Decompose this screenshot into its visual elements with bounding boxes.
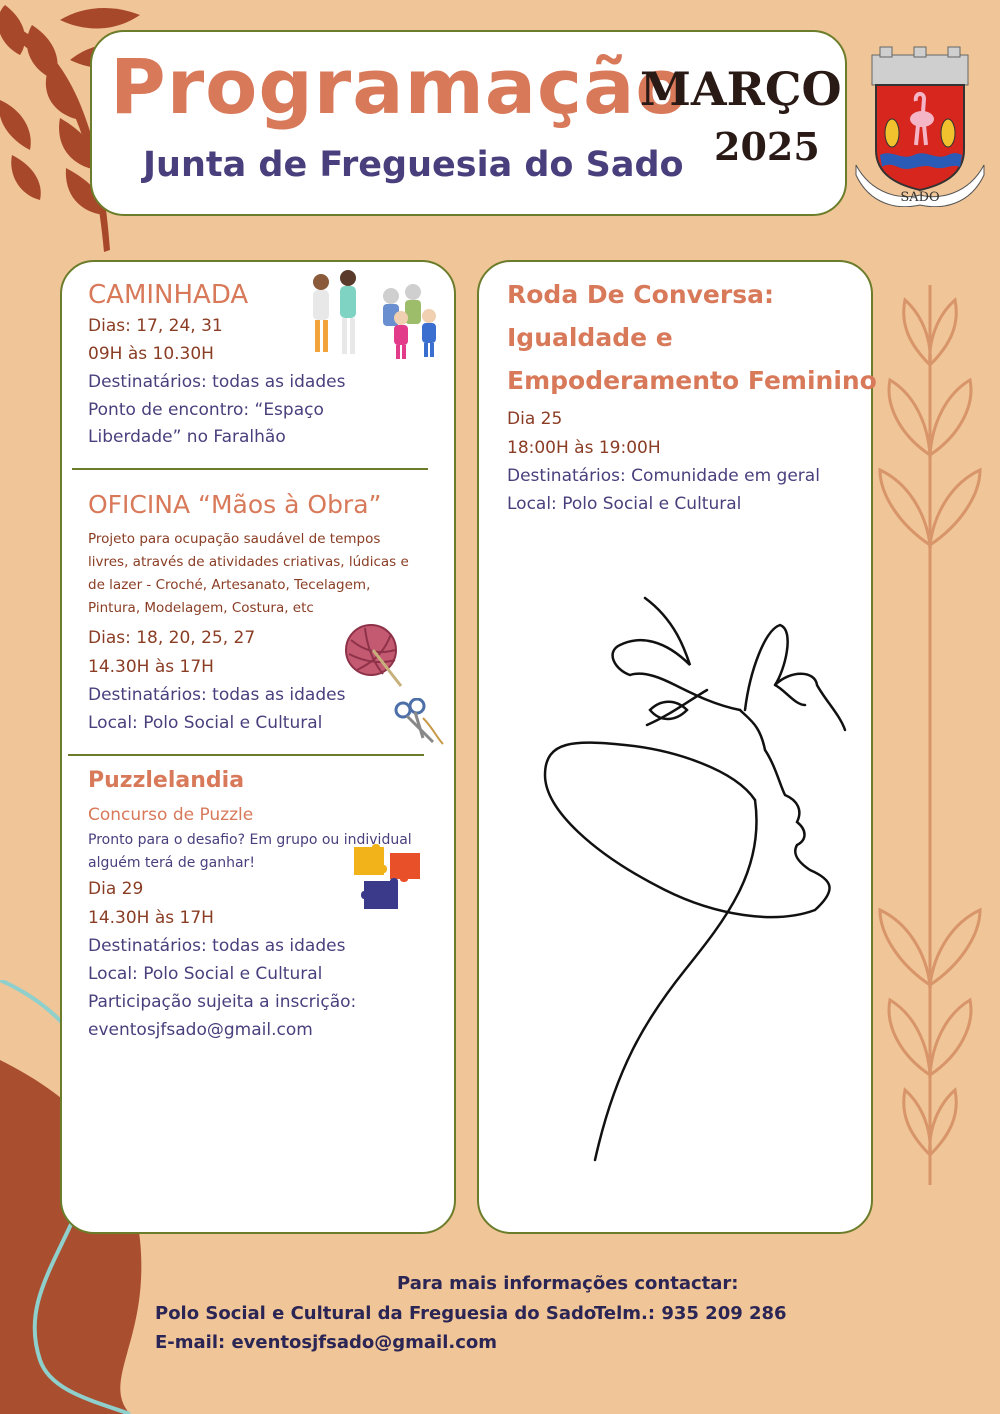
roda-title-line1: Roda De Conversa:	[507, 280, 774, 309]
puzzle-time: 14.30H às 17H	[88, 908, 214, 928]
puzzle-audience: Destinatários: todas as idades	[88, 936, 346, 956]
section-divider-2	[68, 754, 424, 756]
month-label: MARÇO	[640, 62, 842, 116]
page-subtitle: Junta de Freguesia do Sado	[143, 145, 684, 185]
year-label: 2025	[714, 124, 820, 169]
puzzle-pieces-icon	[350, 843, 425, 915]
oficina-audience: Destinatários: todas as idades	[88, 685, 346, 705]
footer-title: Para mais informações contactar:	[397, 1273, 739, 1294]
parish-crest-logo	[852, 45, 988, 207]
walking-people-illustration	[303, 268, 448, 363]
roda-title-line2: Igualdade e	[507, 323, 673, 352]
puzzle-title: Puzzlelandia	[88, 768, 245, 793]
page-title: Programação	[110, 42, 689, 131]
caminhada-meeting-point-line2: Liberdade” no Faralhão	[88, 427, 286, 447]
oficina-title: OFICINA “Mãos à Obra”	[88, 490, 382, 519]
woman-face-line-art	[535, 590, 855, 1165]
oficina-desc-line2: livres, através de atividades criativas, lúdicas e	[88, 554, 409, 570]
footer-organization: Polo Social e Cultural da Freguesia do Sado	[155, 1303, 597, 1324]
oficina-desc-line3: de lazer - Croché, Artesanato, Tecelagem,	[88, 577, 371, 593]
caminhada-days: Dias: 17, 24, 31	[88, 316, 223, 336]
puzzle-desc-line1: Pronto para o desafio? Em grupo ou individual	[88, 832, 412, 848]
puzzle-registration: Participação sujeita a inscrição:	[88, 992, 357, 1012]
oficina-desc-line1: Projeto para ocupação saudável de tempos	[88, 531, 381, 547]
caminhada-meeting-point-line1: Ponto de encontro: “Espaço	[88, 400, 324, 420]
oficina-time: 14.30H às 17H	[88, 657, 214, 677]
puzzle-desc-line2: alguém terá de ganhar!	[88, 855, 255, 871]
scissors-icon	[393, 698, 445, 748]
oficina-desc-line4: Pintura, Modelagem, Costura, etc	[88, 600, 314, 616]
roda-location: Local: Polo Social e Cultural	[507, 494, 742, 514]
puzzle-email-link[interactable]: eventosjfsado@gmail.com	[88, 1020, 313, 1040]
caminhada-audience: Destinatários: todas as idades	[88, 372, 346, 392]
puzzle-day: Dia 29	[88, 879, 144, 899]
roda-title-line3: Empoderamento Feminino	[507, 366, 877, 395]
roda-time: 18:00H às 19:00H	[507, 438, 661, 458]
puzzle-subtitle: Concurso de Puzzle	[88, 805, 254, 825]
puzzle-location: Local: Polo Social e Cultural	[88, 964, 323, 984]
footer-email[interactable]: E-mail: eventosjfsado@gmail.com	[155, 1332, 497, 1353]
caminhada-title: CAMINHADA	[88, 280, 249, 310]
oficina-location: Local: Polo Social e Cultural	[88, 713, 323, 733]
section-divider-1	[72, 468, 428, 470]
oficina-days: Dias: 18, 20, 25, 27	[88, 628, 256, 648]
yarn-ball-icon	[343, 620, 405, 688]
caminhada-time: 09H às 10.30H	[88, 344, 214, 364]
footer-phone[interactable]: Telm.: 935 209 286	[594, 1303, 787, 1324]
crest-label: SADO	[900, 190, 940, 205]
roda-audience: Destinatários: Comunidade em geral	[507, 466, 820, 486]
roda-day: Dia 25	[507, 409, 563, 429]
branch-right-decoration	[860, 285, 1000, 1185]
